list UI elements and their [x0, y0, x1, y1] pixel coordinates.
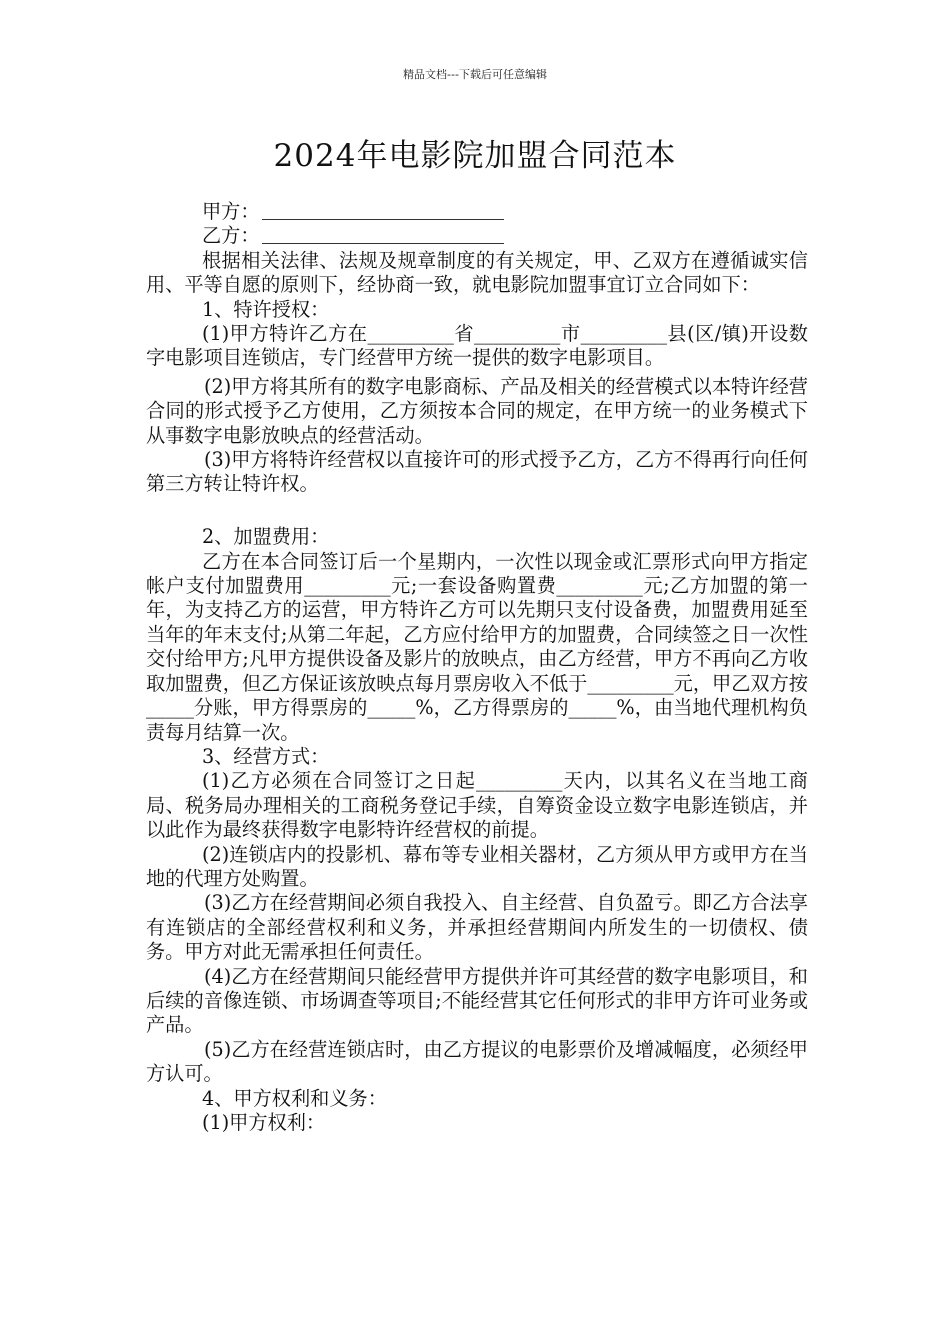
document-body	[146, 200, 808, 1135]
party-b-label: 乙方：	[202, 224, 260, 248]
clause-2: 乙方在本合同签订后一个星期内，一次性以现金或汇票形式向甲方指定帐户支付加盟费用_________元;一套设备购置费_________元;乙方加盟的第一年，为支持乙方的运营，甲方特许乙方可以先期只支付设备费，加盟费用延至当年的年末支付;从第二年起，乙方应付给甲方的加盟费，合同续签之日一次性交付给甲方;凡甲方提供设备及影片的放映点，由乙方经营，甲方不再向乙方收取加盟费，但乙方保证该放映点每月票房收入不低于_________元，甲乙双方按_____分账，甲方得票房的_____%，乙方得票房的_____%，由当地代理机构负责每月结算一次。	[146, 549, 808, 744]
clause-1-3: (3)甲方将特许经营权以直接许可的形式授予乙方，乙方不得再行向任何第三方转让特许权。	[146, 448, 808, 496]
clause-3-3: (3)乙方在经营期间必须自我投入、自主经营、自负盈亏。即乙方合法享有连锁店的全部经营权利和义务，并承担经营期间内所发生的一切债权、债务。甲方对此无需承担任何责任。	[146, 891, 808, 964]
page-header: 精品文档---下载后可任意编辑	[403, 68, 547, 81]
clause-3-5: (5)乙方在经营连锁店时，由乙方提议的电影票价及增减幅度，必须经甲方认可。	[146, 1037, 808, 1086]
document-title: 2024年电影院加盟合同范本	[273, 138, 677, 174]
clause-3-4: (4)乙方在经营期间只能经营甲方提供并许可其经营的数字电影项目，和后续的音像连锁、市场调查等项目;不能经营其它任何形式的非甲方许可业务或产品。	[146, 964, 808, 1037]
clause-1-1: (1)甲方特许乙方在_________省_________市_________县(区/镇)开设数字电影项目连锁店，专门经营甲方统一提供的数字电影项目。	[146, 322, 808, 370]
blank-line	[146, 497, 808, 521]
section-heading-1: 1、特许授权：	[202, 297, 330, 321]
clause-1-2: (2)甲方将其所有的数字电影商标、产品及相关的经营模式以本特许经营合同的形式授予乙方使用，乙方须按本合同的规定，在甲方统一的业务模式下从事数字电影放映点的经营活动。	[146, 374, 808, 447]
party-a-blank	[262, 201, 504, 220]
intro-paragraph: 根据相关法律、法规及规章制度的有关规定，甲、乙双方在遵循诚实信用、平等自愿的原则下，经协商一致，就电影院加盟事宜订立合同如下：	[146, 248, 808, 297]
party-b-blank	[262, 225, 504, 244]
party-b-row	[146, 224, 808, 248]
clause-4-1: (1)甲方权利：	[202, 1111, 326, 1135]
clause-3-2: (2)连锁店内的投影机、幕布等专业相关器材，乙方须从甲方或甲方在当地的代理方处购置。	[146, 842, 808, 890]
party-a-label: 甲方：	[202, 200, 260, 223]
section-heading-2: 2、加盟费用：	[202, 525, 330, 549]
party-a-row	[146, 200, 808, 224]
section-heading-3: 3、经营方式：	[202, 744, 330, 768]
clause-3-1: (1)乙方必须在合同签订之日起_________天内，以其名义在当地工商局、税务局办理相关的工商税务登记手续，自筹资金设立数字电影连锁店，并以此作为最终获得数字电影特许经营权的前提。	[146, 769, 808, 842]
section-heading-4: 4、甲方权利和义务：	[202, 1086, 387, 1110]
